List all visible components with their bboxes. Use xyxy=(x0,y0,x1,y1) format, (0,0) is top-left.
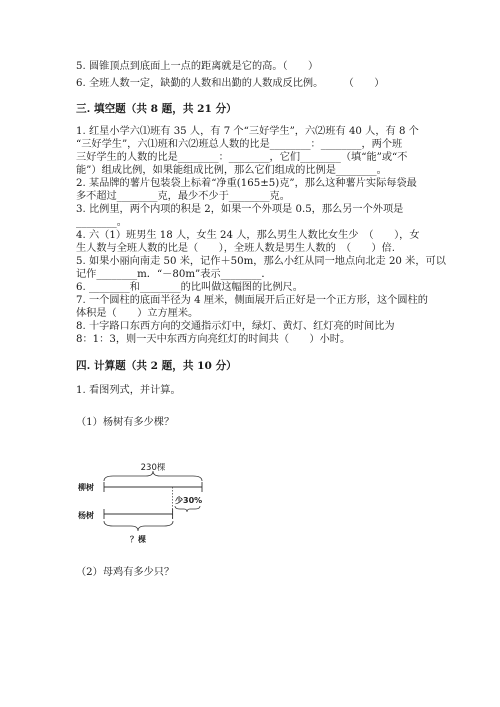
poplar-label: 杨树 xyxy=(78,511,94,520)
section-fill-blank-title: 三. 填空题（共 8 题，共 21 分） xyxy=(76,103,237,115)
fill-q7-line1: 7. 一个圆柱的底面半径为 4 厘米，侧面展开后正好是一个正方形，这个圆柱的 xyxy=(76,295,428,306)
fill-q3-line1: 3. 比例里，两个内项的积是 2，如果一个外项是 0.5，那么另一个外项是 xyxy=(76,204,404,215)
fill-q8-line2: 8：1：3，则一天中东西方向亮红灯的时间共（ ）小时。 xyxy=(76,334,351,345)
fill-q4-line2: 生人数与全班人数的比是（ ），全班人数是男生人数的 （ ）倍. xyxy=(76,243,396,254)
fill-q7-line2: 体积是（ ）立方厘米。 xyxy=(76,308,199,319)
fill-q2-line1: 2. 某品牌的薯片包装袋上标着“净重(165±5)克”，那么这种薯片实际每袋最 xyxy=(76,178,417,189)
fill-q5-line2: 记作________m．“－80m”表示________． xyxy=(76,269,272,280)
calc-q2: （2）母鸡有多少只？ xyxy=(76,567,175,578)
section-calc-title: 四. 计算题（共 2 题，共 10 分） xyxy=(76,360,237,372)
fill-q1-line1: 1. 红星小学六⑴班有 35 人，有 7 个“三好学生”，六⑵班有 40 人，有 8 个 xyxy=(76,126,419,137)
total-brace xyxy=(104,471,202,481)
fill-q3-line2: ________。 xyxy=(76,217,127,228)
total-label: 230棵 xyxy=(140,463,166,473)
less-label: 少30% xyxy=(175,496,203,505)
line-segment-diagram xyxy=(76,458,226,548)
calc-q1: （1）杨树有多少棵？ xyxy=(76,417,175,428)
willow-label: 柳树 xyxy=(78,483,94,492)
unknown-label: ？棵 xyxy=(130,535,146,544)
fill-q1-line2: “三好学生”，六⑴班和六⑵班总人数的比是________：________，两个班 xyxy=(76,139,403,150)
fill-q4-line1: 4. 六（1）班男生 18 人，女生 24 人，那么男生人数比女生少 （ ），女 xyxy=(76,230,420,241)
less-brace xyxy=(175,506,200,512)
judgement-item-5: 5. 圆锥顶点到底面上一点的距离就是它的高。（ ） xyxy=(76,61,319,72)
fill-q1-line3: 三好学生的人数的比是________：________，它们________（填“能”或“不 xyxy=(76,152,408,163)
fill-q1-line4: 能”）组成比例，如果能组成比例，那么它们组成的比例是________。 xyxy=(76,165,387,176)
fill-q8-line1: 8. 十字路口东西方向的交通指示灯中，绿灯、黄灯、红灯亮的时间比为 xyxy=(76,321,395,332)
fill-q2-line2: 多不超过________克，最少不少于________克。 xyxy=(76,191,290,202)
fill-q5-line1: 5. 如果小丽向南走 50 米，记作＋50m，那么小红从同一地点向北走 20 米，可以 xyxy=(76,256,446,267)
unknown-brace xyxy=(104,521,173,531)
judgement-item-6: 6. 全班人数一定，缺勤的人数和出勤的人数成反比例。 （ ） xyxy=(76,78,385,89)
fill-q6-line1: 6. ________和________的比叫做这幅图的比例尺。 xyxy=(76,282,303,293)
calc-intro: 1. 看图列式，并计算。 xyxy=(76,385,181,396)
